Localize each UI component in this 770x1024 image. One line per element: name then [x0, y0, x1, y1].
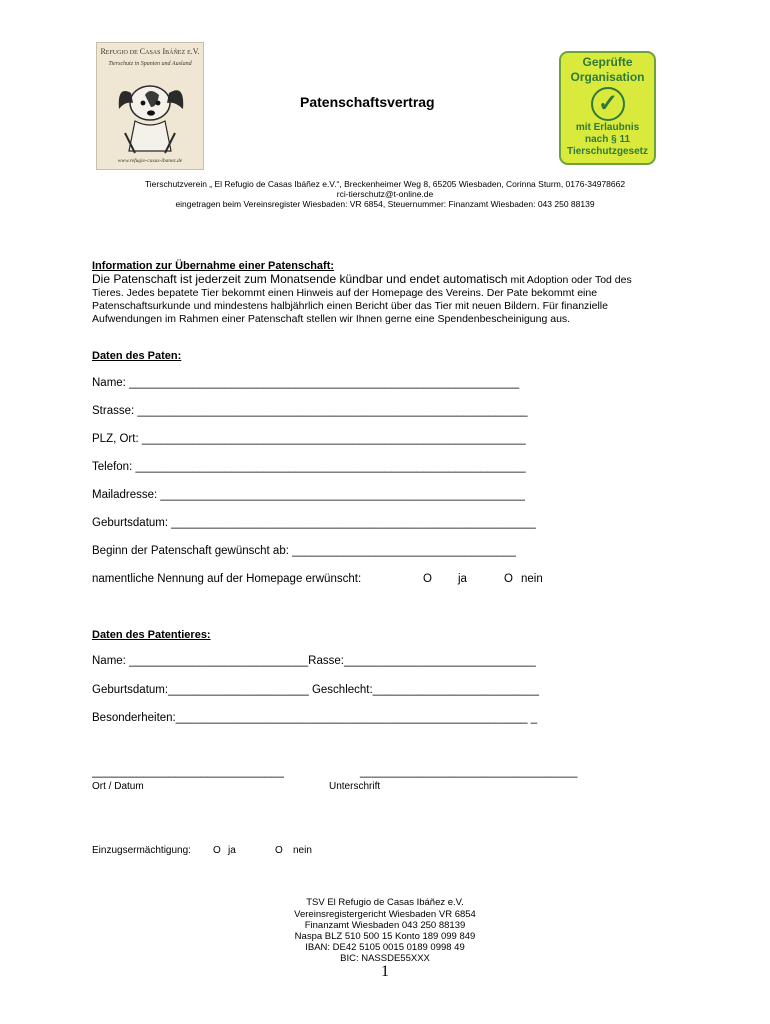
page-number: 1 — [381, 963, 389, 980]
nennung-ja-radio[interactable]: O — [423, 573, 432, 585]
tier-heading: Daten des Patentieres: — [92, 629, 211, 641]
tier-besonderheiten-field[interactable]: Besonderheiten:_______________________________________________________ _ — [92, 712, 538, 724]
header-email: rci-tierschutz@t-online.de — [336, 189, 434, 199]
footer-line1: TSV El Refugio de Casas Ibáñez e.V. — [306, 897, 464, 908]
paten-nennung-label: namentliche Nennung auf der Homepage erwünscht: — [92, 573, 362, 585]
header-address: Tierschutzverein „ El Refugio de Casas Ibáñez e.V.“, Breckenheimer Weg 8, 65205 Wiesbaden, Corinna Sturm, 0176-34978662 — [144, 179, 626, 189]
einzug-nein-label: nein — [293, 845, 312, 856]
info-heading: Information zur Übernahme einer Patenschaft: — [92, 260, 335, 272]
ort-datum-line[interactable]: ______________________________ — [92, 766, 284, 778]
paten-heading: Daten des Paten: — [92, 350, 182, 362]
document-title: Patenschaftsvertrag — [300, 94, 435, 110]
tier-geburt-geschlecht-field[interactable]: Geburtsdatum:______________________ Geschlecht:__________________________ — [92, 684, 539, 696]
footer-line4: Naspa BLZ 510 500 15 Konto 189 099 849 — [294, 931, 476, 942]
ort-datum-label: Ort / Datum — [92, 781, 144, 792]
unterschrift-line[interactable]: __________________________________ — [360, 766, 578, 778]
logo-url: www.refugio-casas-ibanez.de — [117, 158, 183, 164]
badge-line4: nach § 11 — [584, 134, 631, 145]
einzug-ja-radio[interactable]: O — [213, 845, 221, 856]
paten-plz-field[interactable]: PLZ, Ort: ____________________________________________________________ — [92, 433, 526, 445]
paten-beginn-field[interactable]: Beginn der Patenschaft gewünscht ab: ___________________________________ — [92, 545, 516, 557]
info-line3: Patenschaftsurkunde und mindestens halbjährlich einen Bericht über das Tier mit neuen Bildern. Für finanzielle — [92, 300, 608, 312]
paten-telefon-field[interactable]: Telefon: _____________________________________________________________ — [92, 461, 526, 473]
badge-line2: Organisation — [570, 70, 645, 84]
paten-strasse-field[interactable]: Strasse: _____________________________________________________________ — [92, 405, 528, 417]
info-line4: Aufwendungen im Rahmen einer Patenschaft stellen wir Ihnen gerne eine Spendenbescheinigung aus. — [92, 313, 571, 325]
footer-line5: IBAN: DE42 5105 0015 0189 0998 49 — [305, 942, 465, 953]
einzug-ja-label: ja — [228, 845, 236, 856]
logo-title: Refugio de Casas Ibáñez e.V. — [100, 47, 200, 56]
footer-line2: Vereinsregistergericht Wiesbaden VR 6854 — [294, 909, 476, 920]
footer-line6: BIC: NASSDE55XXX — [340, 953, 430, 964]
paten-name-field[interactable]: Name: _____________________________________________________________ — [92, 377, 520, 389]
info-line1a: Die Patenschaft ist jederzeit zum Monatsende kündbar und endet automatisch — [92, 272, 508, 286]
footer-line3: Finanzamt Wiesbaden 043 250 88139 — [304, 920, 466, 931]
logo-subtitle: Tierschutz in Spanien und Ausland — [108, 61, 192, 67]
unterschrift-label: Unterschrift — [329, 781, 381, 792]
tier-name-rasse-field[interactable]: Name: ____________________________Rasse:______________________________ — [92, 655, 536, 667]
nennung-ja-label: ja — [458, 573, 467, 585]
info-line2: Tieres. Jedes bepatete Tier bekommt einen Hinweis auf der Homepage des Vereins. Der Pate bekommt eine — [92, 287, 598, 299]
badge-line1: Geprüfte — [582, 55, 633, 69]
badge-line3: mit Erlaubnis — [575, 122, 640, 133]
badge-line5: Tierschutzgesetz — [567, 146, 648, 157]
info-paragraph — [92, 273, 692, 326]
paten-geburt-field[interactable]: Geburtsdatum: _________________________________________________________ — [92, 517, 536, 529]
einzug-label: Einzugsermächtigung: — [92, 845, 191, 856]
certification-badge — [559, 51, 656, 165]
info-line1b: mit Adoption oder Tod des — [507, 274, 632, 286]
einzug-nein-radio[interactable]: O — [275, 845, 283, 856]
paten-mail-field[interactable]: Mailadresse: _________________________________________________________ — [92, 489, 525, 501]
nennung-nein-radio[interactable]: O — [504, 573, 513, 585]
header-registry: eingetragen beim Vereinsregister Wiesbaden: VR 6854, Steuernummer: Finanzamt Wiesbaden: 043 250 88139 — [175, 199, 595, 209]
dog-illustration-icon — [105, 73, 195, 155]
check-icon: ✓ — [591, 87, 625, 121]
nennung-nein-label: nein — [521, 573, 543, 585]
club-logo — [96, 42, 204, 170]
